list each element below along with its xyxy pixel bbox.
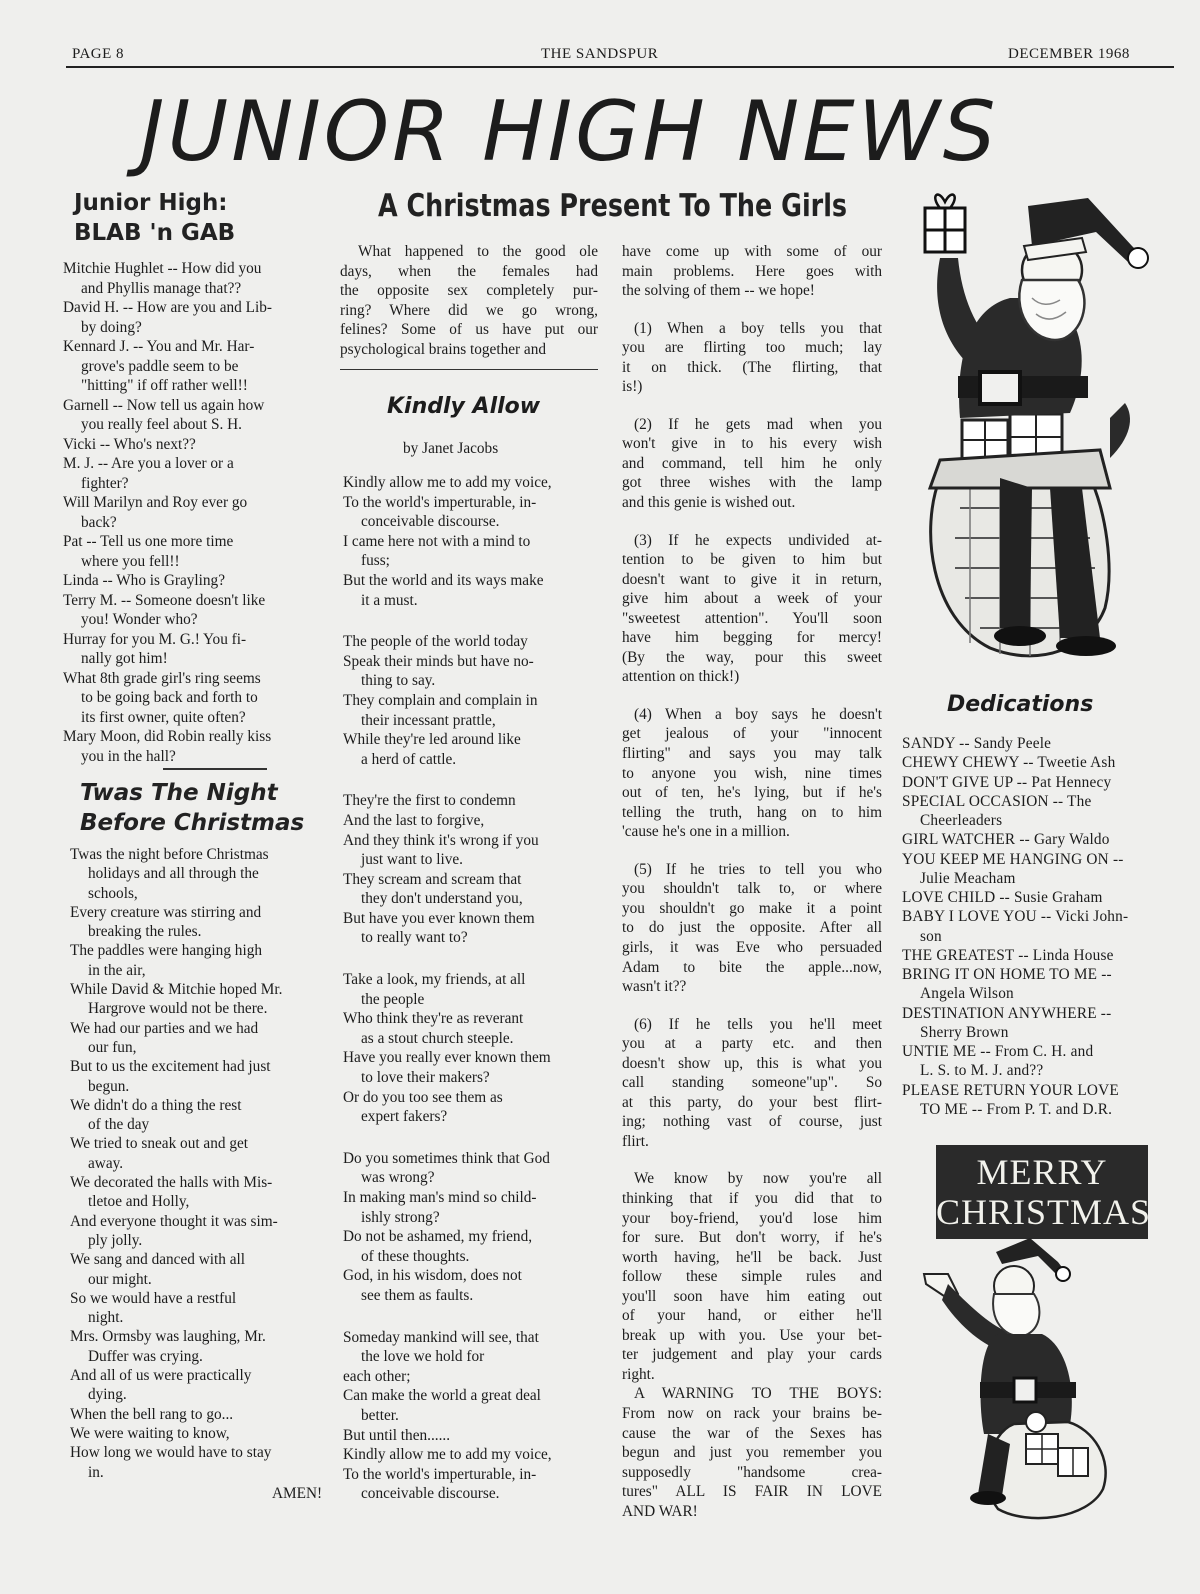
night-line: our might. xyxy=(88,1270,152,1288)
poem-line: thing to say. xyxy=(361,672,436,690)
poem-line: Do you sometimes think that God xyxy=(343,1149,550,1167)
poem-line: a herd of cattle. xyxy=(361,750,457,768)
poem-line: To the world's imperturable, in- xyxy=(343,493,537,511)
night-heading xyxy=(80,778,304,838)
poem-line: of these thoughts. xyxy=(361,1247,470,1265)
body-line: A WARNING TO THE BOYS: xyxy=(634,1385,882,1403)
poem-line: to really want to? xyxy=(361,929,468,947)
issue-date: DECEMBER 1968 xyxy=(1008,46,1130,62)
poem-line: Someday mankind will see, that xyxy=(343,1328,539,1346)
night-line: And everyone thought it was sim- xyxy=(70,1212,278,1230)
body-line: you'll soon have him eating out xyxy=(622,1287,882,1305)
blab-line: What 8th grade girl's ring seems xyxy=(63,669,261,687)
night-line: begun. xyxy=(88,1077,130,1095)
dedication-line: UNTIE ME -- From C. H. and xyxy=(902,1043,1094,1060)
body-line: have him begging for mercy! xyxy=(622,629,882,647)
blab-line: fighter? xyxy=(81,474,129,492)
night-line: schools, xyxy=(88,884,138,902)
spacer xyxy=(622,1151,882,1169)
body-line: From now on rack your brains be- xyxy=(622,1404,882,1422)
intro-line: days, when the females had xyxy=(340,262,598,280)
body-line: have come up with some of our xyxy=(622,243,882,260)
poem-line: Kindly allow me to add my voice, xyxy=(343,1446,552,1464)
dedication-line: son xyxy=(920,927,942,945)
blab-separator xyxy=(163,768,267,770)
present-body xyxy=(622,242,882,1521)
dedication-line: BRING IT ON HOME TO ME -- xyxy=(902,966,1112,983)
poem-line: their incessant prattle, xyxy=(361,711,496,729)
poem-line: The people of the world today xyxy=(343,633,528,651)
night-line: And all of us were practically xyxy=(70,1367,252,1385)
dedication-line: DON'T GIVE UP -- Pat Hennecy xyxy=(902,773,1112,791)
night-line: in the air, xyxy=(88,961,146,979)
intro-separator xyxy=(340,369,598,370)
dedication-line: SPECIAL OCCASION -- The xyxy=(902,792,1092,810)
body-line: main problems. Here goes with xyxy=(622,262,882,280)
body-line: (5) If he tries to tell you who xyxy=(634,860,882,878)
spacer xyxy=(343,610,605,632)
dedication-line: L. S. to M. J. and?? xyxy=(920,1062,1044,1080)
intro-line: psychological brains together and xyxy=(340,340,547,358)
body-line: give him about a week of your xyxy=(622,590,882,608)
blab-list xyxy=(63,259,321,766)
night-line: breaking the rules. xyxy=(88,923,202,941)
blab-line: nally got him! xyxy=(81,650,168,667)
body-line: and command, tell him he only xyxy=(622,454,882,472)
dedication-line: LOVE CHILD -- Susie Graham xyxy=(902,889,1103,906)
body-line: worth having, he'll be back. Just xyxy=(622,1248,882,1266)
intro-line: ring? Where did we go wrong, xyxy=(340,301,598,319)
body-line: Adam to bite the apple...now, xyxy=(622,958,882,976)
poem-line: To the world's imperturable, in- xyxy=(343,1465,537,1483)
body-line: wasn't it?? xyxy=(622,978,687,996)
body-line: flirt. xyxy=(622,1132,649,1150)
spacer xyxy=(622,997,882,1015)
poem-line: see them as faults. xyxy=(361,1286,474,1304)
poem-line: In making man's mind so child- xyxy=(343,1189,537,1206)
blab-line: M. J. -- Are you a lover or a xyxy=(63,455,234,472)
poem-line: Who think they're as reverant xyxy=(343,1010,524,1028)
night-line: Hargrove would not be there. xyxy=(88,1000,268,1018)
spacer xyxy=(622,397,882,415)
body-line: thinking that if you did that to xyxy=(622,1189,882,1207)
body-line: to anyone you wish, nine times xyxy=(622,764,882,782)
page-number: PAGE 8 xyxy=(72,46,125,62)
body-line: of your hand, or either he'll xyxy=(622,1307,882,1325)
body-line: got three wishes with the lamp xyxy=(622,474,882,492)
poem-line: it a must. xyxy=(361,591,418,609)
blab-line: you! Wonder who? xyxy=(81,611,198,628)
poem-line: the people xyxy=(361,990,425,1008)
body-line: out of ten, he's lying, but if he's xyxy=(622,784,882,802)
blab-line: you in the hall? xyxy=(81,747,176,765)
body-line: call standing someone"up". So xyxy=(622,1074,882,1092)
poem-line: They're the first to condemn xyxy=(343,792,516,810)
poem-line: I came here not with a mind to xyxy=(343,532,531,550)
blab-line: to be going back and forth to xyxy=(81,689,258,706)
merry-christmas-banner xyxy=(936,1145,1152,1239)
body-line: (3) If he expects undivided at- xyxy=(634,531,882,549)
body-line: ter judgement and play your cards xyxy=(622,1346,882,1364)
poem-byline: by Janet Jacobs xyxy=(403,440,499,457)
blab-heading-line2: BLAB 'n GAB xyxy=(74,220,236,246)
night-line: ply jolly. xyxy=(88,1231,143,1249)
poem-line: fuss; xyxy=(361,552,390,570)
body-line: "sweetest attention". You'll soon xyxy=(622,609,882,627)
night-line: night. xyxy=(88,1309,124,1327)
night-line: While David & Mitchie hoped Mr. xyxy=(70,981,283,999)
night-line: We didn't do a thing the rest xyxy=(70,1096,242,1114)
body-line: to do just the opposite. After all xyxy=(622,919,882,937)
dedication-line: CHEWY CHEWY -- Tweetie Ash xyxy=(902,754,1116,772)
poem-line: ishly strong? xyxy=(361,1208,440,1226)
night-line: in. xyxy=(88,1463,104,1481)
spacer xyxy=(622,301,882,319)
poem-line: But until then...... xyxy=(343,1426,451,1444)
santa-pointing-illustration xyxy=(918,1234,1118,1524)
body-line: girls, it was Eve who persuaded xyxy=(622,938,882,956)
dedication-line: SANDY -- Sandy Peele xyxy=(902,735,1052,752)
dedication-line: PLEASE RETURN YOUR LOVE xyxy=(902,1081,1119,1099)
santa-with-gift-sack-illustration xyxy=(900,188,1160,660)
night-line: our fun, xyxy=(88,1038,137,1056)
night-line: We decorated the halls with Mis- xyxy=(70,1174,273,1192)
night-line: Duffer was crying. xyxy=(88,1347,203,1365)
blab-line: Terry M. -- Someone doesn't like xyxy=(63,591,266,609)
blab-line: you really feel about S. H. xyxy=(81,416,242,433)
body-line: at this party, do your best flirt- xyxy=(622,1093,882,1111)
poem-line: conceivable discourse. xyxy=(361,1485,500,1503)
poem-line: Take a look, my friends, at all xyxy=(343,971,526,989)
night-line: We were waiting to know, xyxy=(70,1424,230,1442)
blab-line: David H. -- How are you and Lib- xyxy=(63,299,272,316)
masthead: THE SANDSPUR xyxy=(541,46,659,62)
body-line: you are flirting too much; lay xyxy=(622,339,882,357)
body-line: you at a party etc. and then xyxy=(622,1035,882,1053)
blab-line: Linda -- Who is Grayling? xyxy=(63,572,225,589)
body-line: you shouldn't go make it a point xyxy=(622,899,882,917)
header-rule xyxy=(66,66,1174,68)
body-line: and this genie is wished out. xyxy=(622,494,796,512)
poem-line: expert fakers? xyxy=(361,1108,448,1126)
blab-line: and Phyllis manage that?? xyxy=(81,279,242,297)
night-line: of the day xyxy=(88,1116,150,1134)
body-line: doesn't want to give it in return, xyxy=(622,570,882,588)
dedication-line: GIRL WATCHER -- Gary Waldo xyxy=(902,831,1110,849)
body-line: (By the way, pour this sweet xyxy=(622,648,882,666)
spacer xyxy=(343,1127,605,1149)
night-line: Mrs. Ormsby was laughing, Mr. xyxy=(70,1328,266,1346)
body-line: (6) If he tells you he'll meet xyxy=(634,1015,882,1033)
poem-line: as a stout church steeple. xyxy=(361,1029,514,1047)
blab-line: Garnell -- Now tell us again how xyxy=(63,396,265,414)
present-intro xyxy=(340,242,598,359)
spacer xyxy=(343,1306,605,1328)
blab-line: Will Marilyn and Roy ever go xyxy=(63,494,248,511)
night-heading-line2: Before Christmas xyxy=(80,810,305,836)
body-line: (4) When a boy says he doesn't xyxy=(634,705,882,723)
spacer xyxy=(622,687,882,705)
night-line: The paddles were hanging high xyxy=(70,942,263,960)
blab-line: its first owner, quite often? xyxy=(81,708,246,726)
body-line: telling the truth, hang on to him xyxy=(622,803,882,821)
poem-line: Have you really ever known them xyxy=(343,1049,551,1067)
night-line: away. xyxy=(88,1154,124,1172)
poem-line: Or do you too see them as xyxy=(343,1088,503,1106)
body-line: follow these simple rules and xyxy=(622,1268,882,1286)
poem-line: Do not be ashamed, my friend, xyxy=(343,1228,533,1246)
night-line: How long we would have to stay xyxy=(70,1444,272,1462)
night-line: So we would have a restful xyxy=(70,1289,237,1307)
dedication-line: Julie Meacham xyxy=(920,869,1016,887)
night-heading-line1: Twas The Night xyxy=(80,780,278,806)
body-line: get jealous of your "innocent xyxy=(622,725,882,743)
body-line: you shouldn't talk to, or where xyxy=(622,880,882,898)
body-line: supposedly "handsome crea- xyxy=(622,1463,882,1481)
dedication-line: Angela Wilson xyxy=(920,985,1014,1003)
poem-line: was wrong? xyxy=(361,1169,435,1187)
intro-line: the opposite sex completely pur- xyxy=(340,282,598,299)
poem-line: the love we hold for xyxy=(361,1348,485,1366)
body-line: won't give in to his every wish xyxy=(622,435,882,453)
body-line: tention to be given to him but xyxy=(622,551,882,569)
body-line: tures" ALL IS FAIR IN LOVE xyxy=(622,1483,882,1501)
dedications-list xyxy=(902,734,1162,1119)
spacer xyxy=(343,948,605,970)
poem-line: Kindly allow me to add my voice, xyxy=(343,474,552,491)
night-line: holidays and all through the xyxy=(88,865,259,883)
intro-line: felines? Some of us have put our xyxy=(340,321,598,338)
dedication-line: YOU KEEP ME HANGING ON -- xyxy=(902,850,1124,868)
blab-line: where you fell!! xyxy=(81,552,180,570)
body-line: flirting" and says you may talk xyxy=(622,745,882,763)
dedication-line: BABY I LOVE YOU -- Vicki John- xyxy=(902,908,1129,926)
body-line: We know by now you're all xyxy=(634,1170,882,1188)
night-line: We sang and danced with all xyxy=(70,1251,246,1269)
body-line: right. xyxy=(622,1365,655,1383)
blab-heading xyxy=(74,188,235,248)
poem-line: While they're led around like xyxy=(343,731,521,749)
dedications-heading: Dedications xyxy=(947,692,1094,717)
poem-line: They complain and complain in xyxy=(343,691,538,709)
poem-line: And they think it's wrong if you xyxy=(343,831,539,849)
body-line: cause the war of the Sexes has xyxy=(622,1424,882,1442)
night-line: We tried to sneak out and get xyxy=(70,1135,249,1153)
night-line: We had our parties and we had xyxy=(70,1019,259,1037)
blab-line: Vicki -- Who's next?? xyxy=(63,435,196,453)
spacer xyxy=(343,769,605,791)
blab-line: by doing? xyxy=(81,318,142,336)
night-line: When the bell rang to go... xyxy=(70,1405,234,1423)
poem-line: God, in his wisdom, does not xyxy=(343,1267,522,1285)
body-line: for sure. But don't worry, if he's xyxy=(622,1229,882,1247)
poem-line: Can make the world a great deal xyxy=(343,1387,541,1405)
body-line: ing; nothing vast of course, just xyxy=(622,1113,882,1131)
dedication-line: Cheerleaders xyxy=(920,812,1003,829)
christmas-line: CHRISTMAS xyxy=(936,1192,1152,1232)
body-line: attention on thick!) xyxy=(622,668,740,686)
body-line: 'cause he's one in a million. xyxy=(622,823,790,841)
poem-line: just want to live. xyxy=(361,851,463,869)
night-line: But to us the excitement had just xyxy=(70,1058,271,1076)
intro-line: What happened to the good ole xyxy=(358,243,598,260)
night-line: tletoe and Holly, xyxy=(88,1193,190,1211)
poem-line: Speak their minds but have no- xyxy=(343,652,534,670)
blab-line: "hitting" if off rather well!! xyxy=(81,377,248,394)
page-title: JUNIOR HIGH NEWS xyxy=(140,83,999,180)
poem-line: they don't understand you, xyxy=(361,890,523,908)
blab-line: Hurray for you M. G.! You fi- xyxy=(63,630,247,648)
dedication-line: DESTINATION ANYWHERE -- xyxy=(902,1004,1112,1022)
blab-line: Kennard J. -- You and Mr. Har- xyxy=(63,338,255,355)
night-line: dying. xyxy=(88,1386,127,1404)
night-line: Every creature was stirring and xyxy=(70,903,262,921)
body-line: is!) xyxy=(622,378,643,396)
blab-line: back? xyxy=(81,513,117,531)
body-line: doesn't show up, this is what you xyxy=(622,1054,882,1072)
spacer xyxy=(622,513,882,531)
merry-line: MERRY xyxy=(976,1152,1108,1192)
poem-line: each other; xyxy=(343,1367,411,1385)
poem-line: They scream and scream that xyxy=(343,870,522,888)
dedication-line: Sherry Brown xyxy=(920,1023,1009,1041)
poem-title: Kindly Allow xyxy=(387,394,541,419)
blab-heading-line1: Junior High: xyxy=(74,190,228,216)
present-headline: A Christmas Present To The Girls xyxy=(378,188,848,224)
blab-line: Mitchie Hughlet -- How did you xyxy=(63,260,262,277)
poem-line: conceivable discourse. xyxy=(361,513,500,531)
poem-line: And the last to forgive, xyxy=(343,811,485,829)
night-line: Twas the night before Christmas xyxy=(70,846,269,863)
dedication-line: TO ME -- From P. T. and D.R. xyxy=(920,1100,1113,1118)
poem-line: better. xyxy=(361,1406,399,1424)
night-poem xyxy=(70,845,328,1482)
night-signoff: AMEN! xyxy=(272,1485,323,1502)
blab-line: Pat -- Tell us one more time xyxy=(63,533,234,550)
poem-line: to love their makers? xyxy=(361,1069,490,1087)
blab-line: Mary Moon, did Robin really kiss xyxy=(63,728,272,745)
body-line: (2) If he gets mad when you xyxy=(634,415,882,433)
spacer xyxy=(622,842,882,860)
body-line: (1) When a boy tells you that xyxy=(634,319,882,337)
body-line: your boy-friend, you'd lose him xyxy=(622,1209,882,1227)
body-line: it on thick. (The flirting, that xyxy=(622,358,882,376)
body-line: AND WAR! xyxy=(622,1502,698,1520)
body-line: begun and just you remember you xyxy=(622,1444,882,1462)
poem-body xyxy=(343,473,605,1504)
body-line: break up with you. Use your bet- xyxy=(622,1326,882,1344)
poem-line: But the world and its ways make xyxy=(343,571,544,589)
dedication-line: THE GREATEST -- Linda House xyxy=(902,946,1114,964)
poem-line: But have you ever known them xyxy=(343,909,535,927)
body-line: the solving of them -- we hope! xyxy=(622,282,815,300)
blab-line: grove's paddle seem to be xyxy=(81,357,239,375)
